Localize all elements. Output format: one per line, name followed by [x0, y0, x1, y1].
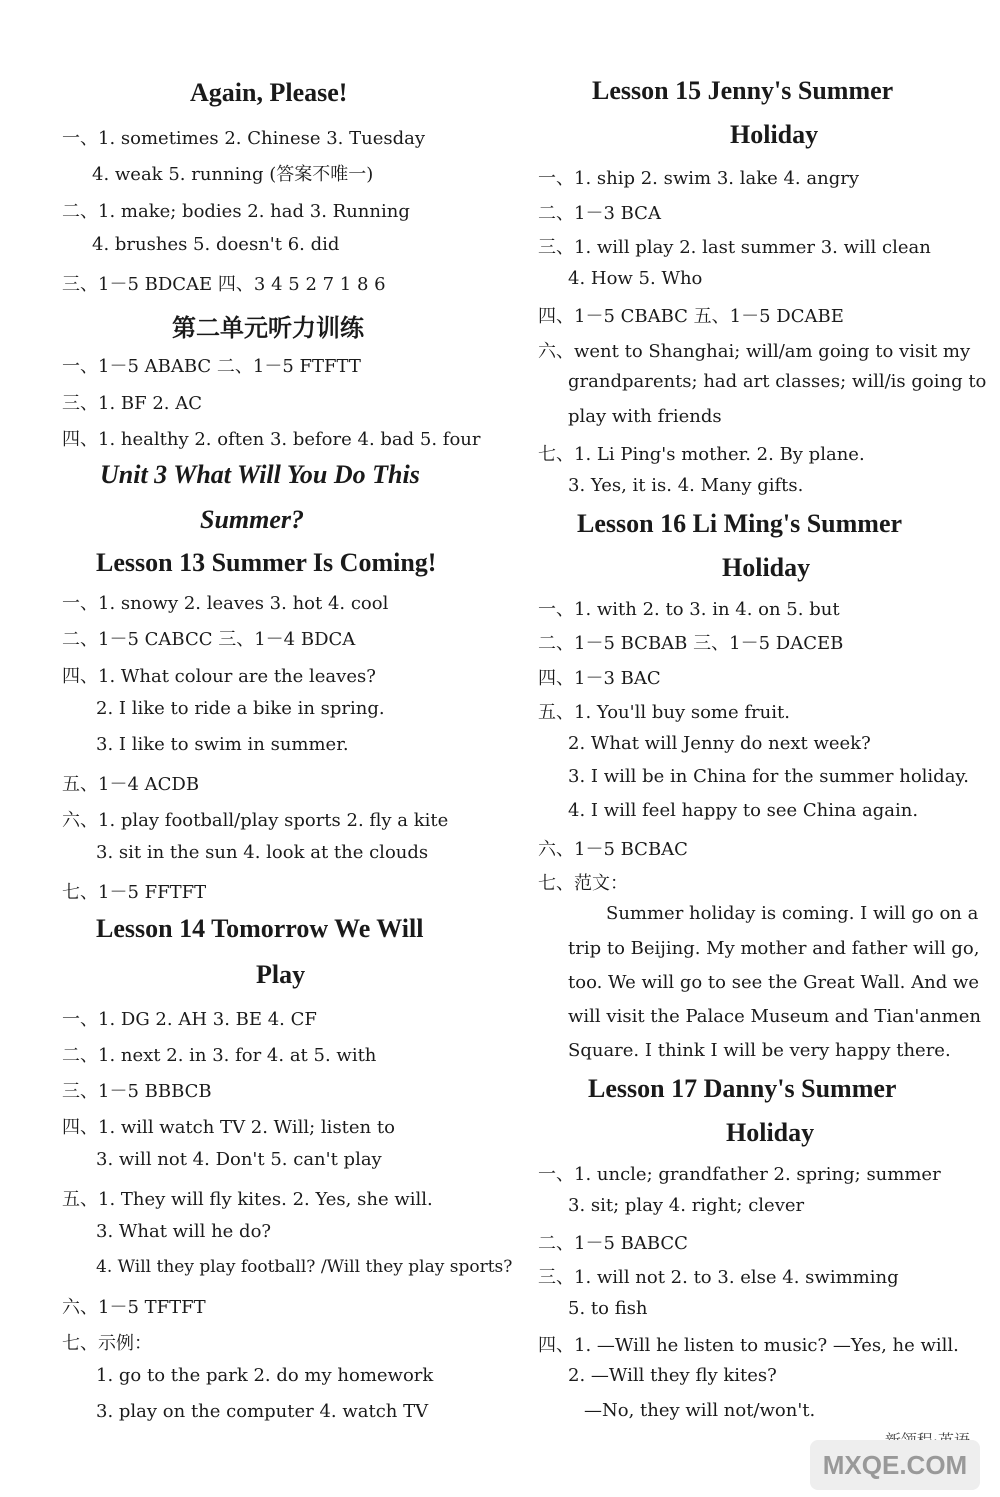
answer-line: 二、1. make; bodies 2. had 3. Running	[62, 201, 410, 222]
answer-line: 二、1－5 BCBAB 三、1－5 DACEB	[538, 633, 844, 654]
answer-line: 二、1－5 CABCC 三、1－4 BDCA	[62, 629, 356, 650]
lesson-17-heading-cont: Holiday	[726, 1118, 815, 1147]
answer-line: 七、1. Li Ping's mother. 2. By plane.	[538, 444, 865, 465]
answer-line: 一、1. ship 2. swim 3. lake 4. angry	[538, 168, 859, 189]
answer-line: 一、1. snowy 2. leaves 3. hot 4. cool	[62, 593, 389, 614]
answer-line: 4. I will feel happy to see China again.	[568, 800, 919, 821]
answer-line: 四、1. What colour are the leaves?	[62, 666, 376, 687]
lesson-16-heading-cont: Holiday	[722, 553, 811, 582]
answer-line: 六、went to Shanghai; will/am going to visit my	[538, 341, 971, 362]
answer-line: 四、1. will watch TV 2. Will; listen to	[62, 1117, 395, 1138]
lesson-15-heading-cont: Holiday	[730, 120, 819, 149]
answer-line: 四、1－3 BAC	[538, 668, 661, 689]
answer-line: 三、1－5 BBBCB	[62, 1081, 212, 1102]
lesson-17-heading: Lesson 17 Danny's Summer	[588, 1074, 897, 1103]
answer-line: 五、1－4 ACDB	[62, 774, 200, 795]
answer-line: 六、1－5 BCBAC	[538, 839, 688, 860]
lesson-14-heading: Lesson 14 Tomorrow We Will	[96, 914, 424, 943]
essay-line: will visit the Palace Museum and Tian'anmen	[568, 1006, 981, 1027]
answer-line: 3. sit; play 4. right; clever	[568, 1195, 805, 1216]
answer-line: 5. to fish	[568, 1298, 648, 1319]
answer-line: 四、1. —Will he listen to music? —Yes, he will.	[538, 1335, 959, 1356]
answer-line: 4. How 5. Who	[568, 268, 703, 289]
essay-line: Square. I think I will be very happy there.	[568, 1040, 951, 1061]
answer-line: 一、1. with 2. to 3. in 4. on 5. but	[538, 599, 840, 620]
answer-line: 三、1. will play 2. last summer 3. will clean	[538, 237, 931, 258]
lesson-15-heading: Lesson 15 Jenny's Summer	[592, 76, 894, 105]
answer-line: play with friends	[568, 406, 722, 427]
answer-line: 3. I will be in China for the summer holiday.	[568, 766, 969, 787]
answer-line: 五、1. You'll buy some fruit.	[538, 702, 790, 723]
answer-line: 3. I like to swim in summer.	[96, 734, 349, 755]
listening-heading: 第二单元听力训练	[172, 316, 364, 342]
answer-line: 一、1－5 ABABC 二、1－5 FTFTT	[62, 356, 361, 377]
answer-line: 五、1. They will fly kites. 2. Yes, she will.	[62, 1189, 433, 1210]
answer-line: 一、1. sometimes 2. Chinese 3. Tuesday	[62, 128, 426, 149]
unit-heading-cont: Summer?	[200, 505, 305, 534]
answer-line: 四、1. healthy 2. often 3. before 4. bad 5. four	[62, 429, 481, 450]
essay-line: Summer holiday is coming. I will go on a	[606, 903, 979, 924]
answer-line: 二、1. next 2. in 3. for 4. at 5. with	[62, 1045, 377, 1066]
lesson-14-heading-cont: Play	[256, 960, 306, 989]
lesson-16-heading: Lesson 16 Li Ming's Summer	[577, 509, 903, 538]
answer-line: 六、1－5 TFTFT	[62, 1297, 206, 1318]
answer-line: 4. weak 5. running (答案不唯一)	[92, 164, 374, 185]
answer-line: 三、1. will not 2. to 3. else 4. swimming	[538, 1267, 899, 1288]
answer-line: 六、1. play football/play sports 2. fly a kite	[62, 810, 449, 831]
answer-line: 三、1－5 BDCAE 四、3 4 5 2 7 1 8 6	[62, 274, 386, 295]
answer-line: 4. Will they play football? /Will they play sports?	[96, 1257, 513, 1277]
essay-line: too. We will go to see the Great Wall. And we	[568, 972, 980, 993]
essay-line: trip to Beijing. My mother and father will go,	[568, 938, 980, 959]
answer-line: 一、1. uncle; grandfather 2. spring; summer	[538, 1164, 941, 1185]
answer-line: grandparents; had art classes; will/is going to	[568, 371, 987, 392]
answer-line: 1. go to the park 2. do my homework	[96, 1365, 434, 1386]
answer-line: —No, they will not/won't.	[584, 1400, 816, 1421]
again-please-heading: Again, Please!	[190, 78, 348, 107]
answer-line: 四、1－5 CBABC 五、1－5 DCABE	[538, 306, 844, 327]
watermark-logo: MXQE.COM	[810, 1440, 980, 1490]
answer-line: 七、范文：	[538, 873, 628, 894]
answer-line: 七、示例：	[62, 1333, 152, 1354]
answer-line: 2. I like to ride a bike in spring.	[96, 698, 385, 719]
answer-line: 2. What will Jenny do next week?	[568, 733, 871, 754]
lesson-13-heading: Lesson 13 Summer Is Coming!	[96, 548, 437, 577]
answer-line: 二、1－3 BCA	[538, 203, 661, 224]
answer-line: 3. will not 4. Don't 5. can't play	[96, 1149, 382, 1170]
answer-line: 三、1. BF 2. AC	[62, 393, 203, 414]
answer-line: 二、1－5 BABCC	[538, 1233, 688, 1254]
answer-line: 3. play on the computer 4. watch TV	[96, 1401, 429, 1422]
answer-line: 一、1. DG 2. AH 3. BE 4. CF	[62, 1009, 317, 1030]
answer-line: 七、1－5 FFTFT	[62, 882, 207, 903]
answer-line: 3. What will he do?	[96, 1221, 272, 1242]
answer-line: 2. —Will they fly kites?	[568, 1365, 777, 1386]
answer-line: 3. Yes, it is. 4. Many gifts.	[568, 475, 804, 496]
answer-line: 3. sit in the sun 4. look at the clouds	[96, 842, 429, 863]
unit-heading: Unit 3 What Will You Do This	[100, 460, 420, 489]
answer-line: 4. brushes 5. doesn't 6. did	[92, 234, 340, 255]
